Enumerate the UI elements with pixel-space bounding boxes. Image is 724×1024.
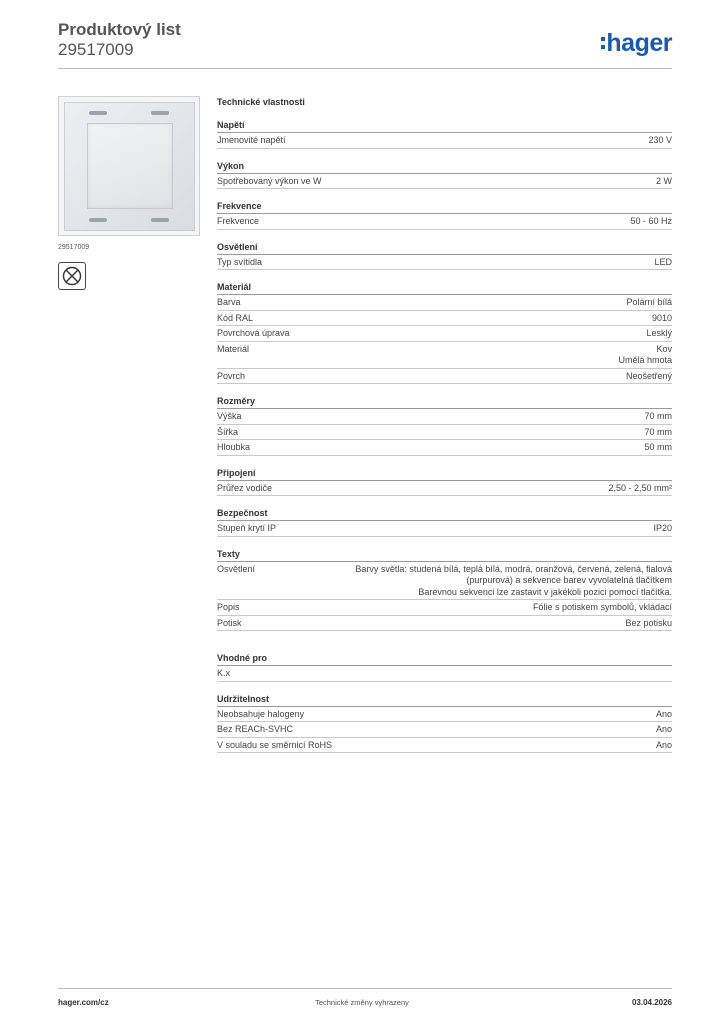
spec-value-line: Kov xyxy=(656,343,672,354)
spec-group xyxy=(217,693,672,754)
spec-row xyxy=(217,369,672,385)
spec-group xyxy=(217,507,672,537)
spec-value: Fólie s potiskem symbolů, vkládací xyxy=(532,602,672,612)
spec-group-title: Napětí xyxy=(217,119,672,133)
page-title: Produktový list xyxy=(58,20,181,39)
spec-group xyxy=(217,467,672,497)
spec-row xyxy=(217,295,672,311)
spec-label: Výška xyxy=(217,411,242,421)
spec-row xyxy=(217,616,672,632)
spec-row xyxy=(217,666,672,682)
spec-group-title: Výkon xyxy=(217,160,672,174)
spec-row xyxy=(217,409,672,425)
spec-label: Šířka xyxy=(217,426,239,437)
spec-group xyxy=(217,652,672,682)
spec-value: Bez potisku xyxy=(625,617,672,628)
spec-label: V souladu se směrnicí RoHS xyxy=(217,739,333,750)
spec-group xyxy=(217,200,672,230)
spec-label: Hloubka xyxy=(217,442,251,452)
product-image-caption: 29517009 xyxy=(58,244,90,251)
spec-label: Popis xyxy=(217,602,240,612)
spec-value: Neošetřený xyxy=(625,370,672,381)
spec-value: Lesklý xyxy=(646,328,672,338)
spec-label: K.x xyxy=(217,668,231,678)
spec-row xyxy=(217,342,672,369)
spec-row xyxy=(217,722,672,738)
spec-group-title: Udržitelnost xyxy=(217,693,672,707)
spec-row xyxy=(217,425,672,441)
spec-group-title: Frekvence xyxy=(217,200,672,214)
spec-value: 2 W xyxy=(655,175,672,186)
product-image xyxy=(58,96,200,236)
spec-group xyxy=(217,548,672,632)
spec-group xyxy=(217,395,672,456)
spec-label: Stupeň krytí IP xyxy=(217,523,277,533)
spec-value-line: Umělá hmota xyxy=(618,355,672,365)
spec-value: Ano xyxy=(655,739,672,750)
spec-label: Kód RAL xyxy=(217,312,254,323)
spec-value-line: Barvy světla: studená bílá, teplá bílá, modrá, oranžová, červená, zelená, fialová xyxy=(355,563,672,574)
spec-group-title: Texty xyxy=(217,548,672,562)
spec-row xyxy=(217,600,672,616)
spec-value-line: (purpurová) a sekvence barev vyvolatelná tlačítkem xyxy=(466,575,672,585)
spec-row xyxy=(217,738,672,754)
spec-row xyxy=(217,311,672,327)
spec-row xyxy=(217,214,672,230)
spec-value: 50 mm xyxy=(644,442,672,452)
spec-group xyxy=(217,281,672,384)
spec-row xyxy=(217,440,672,456)
spec-value: IP20 xyxy=(653,523,672,533)
spec-group xyxy=(217,241,672,271)
spec-label: Neobsahuje halogeny xyxy=(217,708,305,719)
spec-row xyxy=(217,707,672,723)
spec-value-line: Barevnou sekvenci lze zastavit v jakékoli pozici pomocí tlačítka. xyxy=(418,586,672,597)
spec-row xyxy=(217,255,672,271)
spec-row xyxy=(217,521,672,537)
hager-logo[interactable] xyxy=(601,30,672,56)
spec-group-title: Materiál xyxy=(217,281,672,295)
spec-row xyxy=(217,481,672,497)
spec-row xyxy=(217,174,672,190)
product-lens xyxy=(87,123,173,209)
page-header xyxy=(58,20,672,70)
logo-colon-mark xyxy=(601,37,605,53)
spec-value xyxy=(249,344,672,367)
spec-label: Potisk xyxy=(217,617,242,628)
specs-heading: Technické vlastnosti xyxy=(217,97,305,107)
spec-group-title: Připojení xyxy=(217,467,672,481)
spec-value: Ano xyxy=(655,724,672,734)
spec-label: Povrchová úprava xyxy=(217,328,290,338)
spec-value: 230 V xyxy=(648,135,672,145)
spec-row xyxy=(217,133,672,149)
header-divider xyxy=(58,68,672,69)
spec-value: 70 mm xyxy=(644,426,672,437)
footer-website-link[interactable]: hager.com/cz xyxy=(58,998,109,1007)
spec-value xyxy=(255,564,672,599)
spec-group-title: Osvětlení xyxy=(217,241,672,255)
logo-text: hager xyxy=(606,29,672,57)
spec-value: 2,50 - 2,50 mm² xyxy=(608,482,672,493)
spec-group-title: Bezpečnost xyxy=(217,507,672,521)
spec-label: Materiál xyxy=(217,343,250,354)
spec-row xyxy=(217,326,672,342)
spec-value: 9010 xyxy=(651,312,672,323)
spec-label: Povrch xyxy=(217,370,246,381)
spec-label: Jmenovité napětí xyxy=(217,135,286,145)
spec-label: Průřez vodiče xyxy=(217,482,273,493)
spec-group xyxy=(217,119,672,149)
spec-label: Barva xyxy=(217,297,241,307)
spec-value xyxy=(230,668,672,680)
footer-disclaimer: Technické změny vyhrazeny xyxy=(315,998,409,1007)
spec-label: Typ svítidla xyxy=(217,256,263,267)
spec-group-title: Rozměry xyxy=(217,395,672,409)
footer-divider xyxy=(58,988,672,989)
spec-group xyxy=(217,160,672,190)
technical-specs xyxy=(217,96,672,764)
spec-value: LED xyxy=(654,256,672,267)
spec-label: Frekvence xyxy=(217,216,260,226)
product-code: 29517009 xyxy=(58,40,134,59)
spec-label: Osvětlení xyxy=(217,563,256,574)
spec-value: Polární bílá xyxy=(626,297,672,307)
lamp-symbol-icon xyxy=(58,262,86,290)
spec-label: Spotřebovaný výkon ve W xyxy=(217,175,322,186)
spec-value: 50 - 60 Hz xyxy=(630,216,672,226)
footer-date: 03.04.2026 xyxy=(631,998,672,1007)
spec-row xyxy=(217,562,672,601)
spec-value: 70 mm xyxy=(644,411,672,421)
spec-label: Bez REACh-SVHC xyxy=(217,724,294,734)
spec-group-title: Vhodné pro xyxy=(217,652,672,666)
product-cover-plate xyxy=(64,102,195,231)
spec-value: Ano xyxy=(655,708,672,719)
